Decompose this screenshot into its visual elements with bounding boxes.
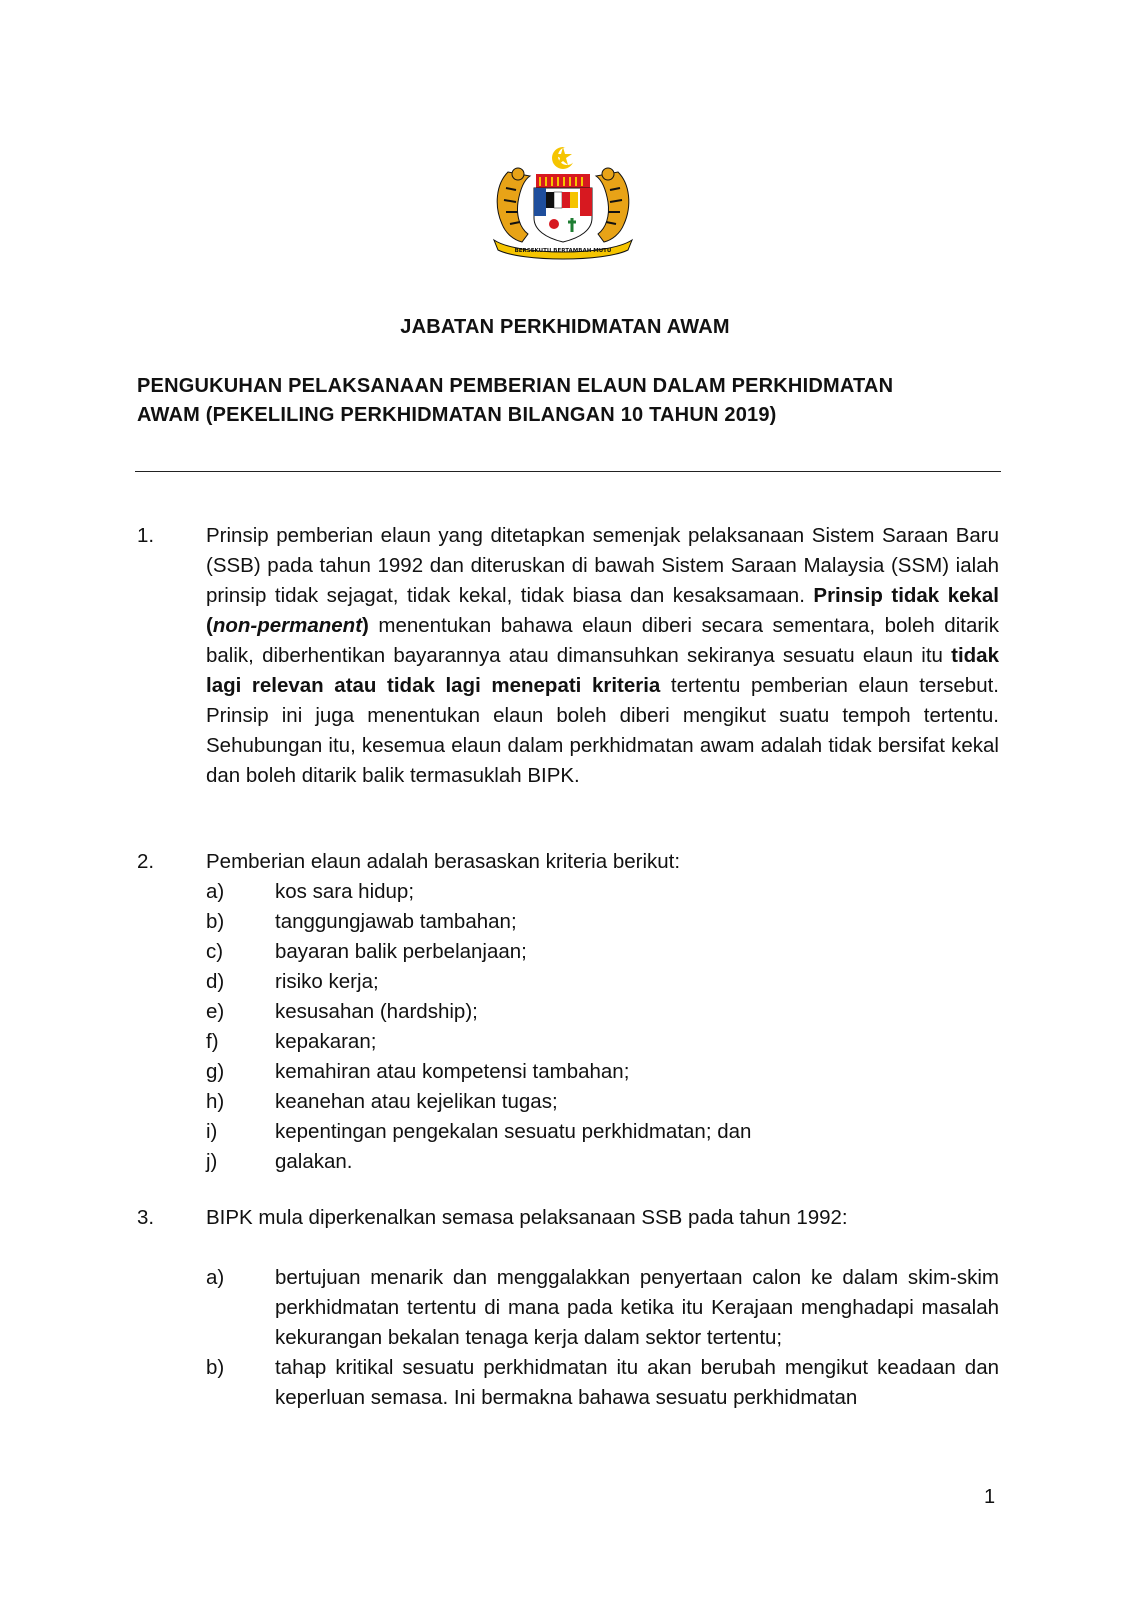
paragraph-number: 2. <box>137 850 155 873</box>
list-item: b) tahap kritikal sesuatu perkhidmatan itu akan berubah mengikut keadaan dan keperluan semasa. Ini bermakna bahawa sesuatu perkhidmatan <box>206 1356 999 1409</box>
page-number: 1 <box>984 1486 996 1508</box>
list-item: d) risiko kerja; <box>206 970 379 993</box>
list-item: i) kepentingan pengekalan sesuatu perkhidmatan; dan <box>206 1120 752 1143</box>
list-item: h) keanehan atau kejelikan tugas; <box>206 1090 558 1113</box>
agency-heading: JABATAN PERKHIDMATAN AWAM <box>400 316 730 338</box>
coat-of-arms-icon <box>488 144 638 262</box>
paragraph-body: Prinsip pemberian elaun yang ditetapkan semenjak pelaksanaan Sistem Saraan Baru (SSB) pada tahun 1992 dan diteruskan di bawah Sistem Saraan Malaysia (SSM) ialah prinsip tidak sejagat, tidak kekal, tidak biasa dan kesaksamaan. Prinsip tidak kekal (non-permanent) menentukan bahawa elaun diberi secara sementara, boleh ditarik balik, diberhentikan bayarannya atau dimansuhkan sekiranya sesuatu elaun itu tidak lagi relevan atau tidak lagi menepati kriteria tertentu pemberian elaun tersebut. Prinsip ini juga menentukan elaun boleh diberi mengikut suatu tempoh tertentu. Sehubungan itu, kesemua elaun dalam perkhidmatan awam adalah tidak bersifat kekal dan boleh ditarik balik termasuklah BIPK. <box>206 524 999 787</box>
list-item: b) tanggungjawab tambahan; <box>206 910 517 933</box>
crest-motto: BERSEKUTU BERTAMBAH MUTU <box>514 248 612 254</box>
paragraph-3 <box>137 1203 999 1413</box>
list-item: f) kepakaran; <box>206 1030 377 1053</box>
paragraph-number: 1. <box>137 524 155 547</box>
paragraph-number: 3. <box>137 1206 155 1229</box>
title-line-2: AWAM (PEKELILING PERKHIDMATAN BILANGAN 10 TAHUN 2019) <box>137 404 777 426</box>
list-item: g) kemahiran atau kompetensi tambahan; <box>206 1060 630 1083</box>
list-item: a) bertujuan menarik dan menggalakkan penyertaan calon ke dalam skim-skim perkhidmatan tertentu di mana pada ketika itu Kerajaan menghadapi masalah kekurangan bekalan tenaga kerja dalam sektor tertentu; <box>206 1266 999 1349</box>
document-title <box>137 372 999 430</box>
paragraph-intro: Pemberian elaun adalah berasaskan kriteria berikut: <box>206 850 681 873</box>
list-item: j) galakan. <box>206 1150 353 1173</box>
title-line-1: PENGUKUHAN PELAKSANAAN PEMBERIAN ELAUN DALAM PERKHIDMATAN <box>137 375 894 397</box>
paragraph-1 <box>137 521 999 791</box>
paragraph-2 <box>137 847 999 1177</box>
divider-line <box>135 471 1001 472</box>
paragraph-intro: BIPK mula diperkenalkan semasa pelaksanaan SSB pada tahun 1992: <box>206 1206 848 1229</box>
list-item: c) bayaran balik perbelanjaan; <box>206 940 527 963</box>
list-item: e) kesusahan (hardship); <box>206 1000 478 1023</box>
list-item: a) kos sara hidup; <box>206 880 415 903</box>
